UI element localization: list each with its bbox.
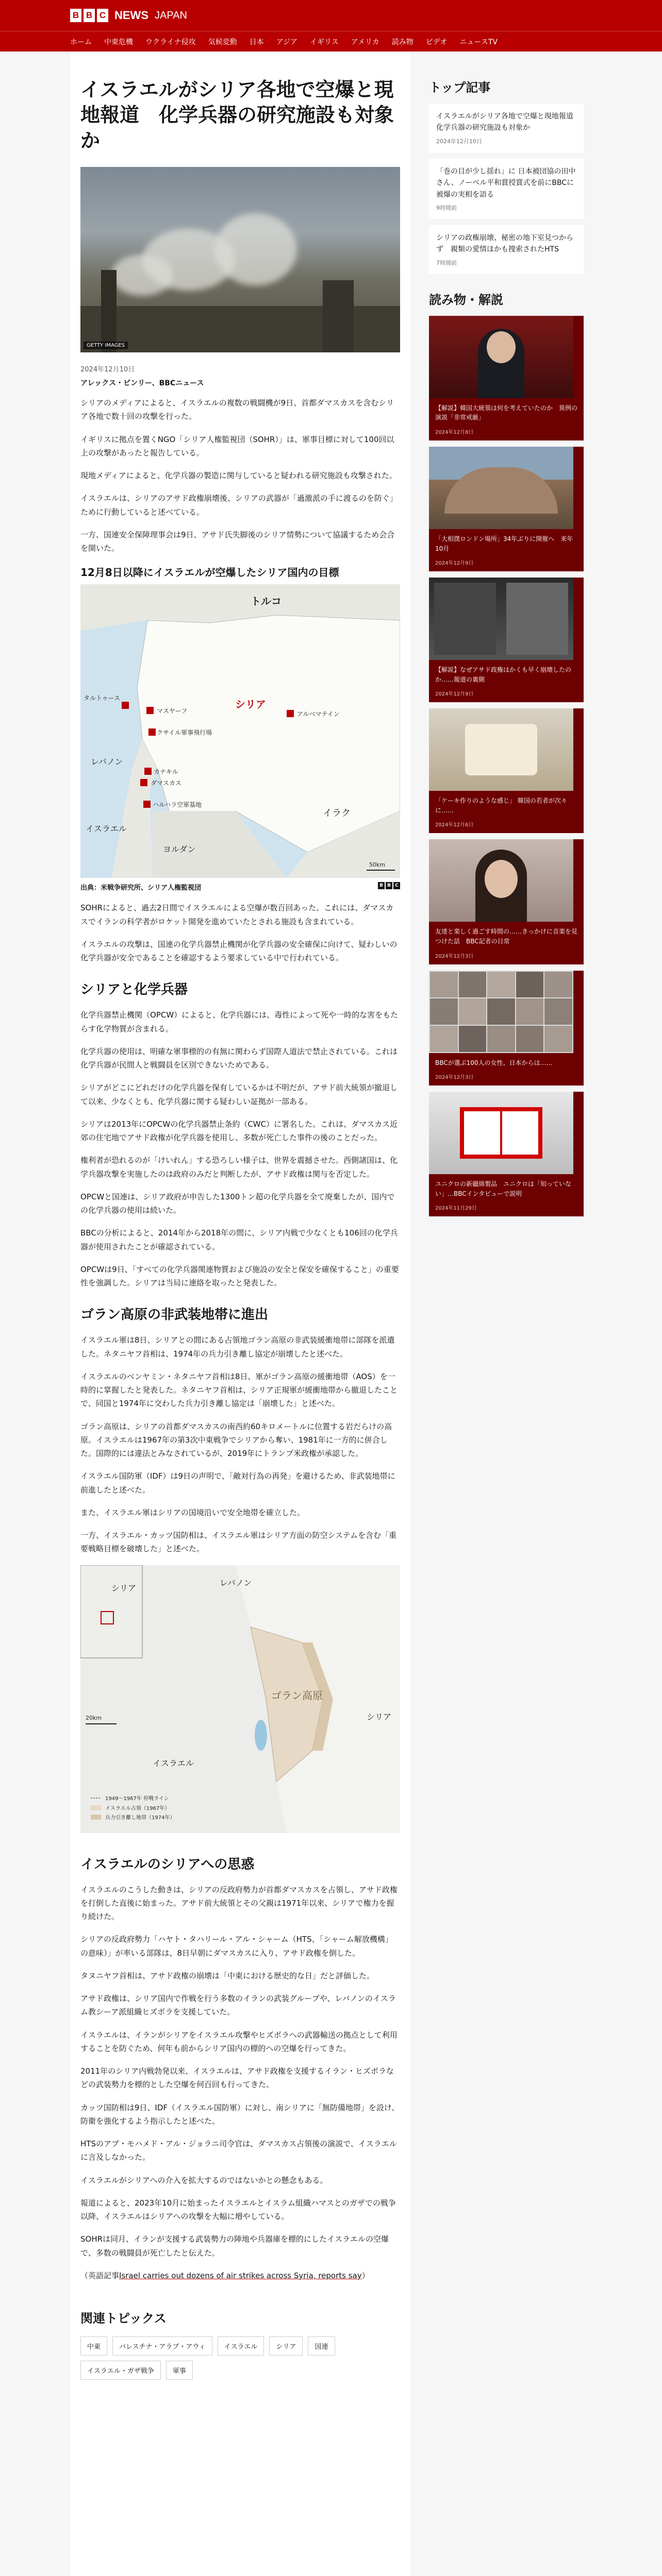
logo-japan: JAPAN bbox=[155, 9, 187, 21]
golan-map-svg bbox=[80, 1565, 400, 1833]
feature-title: 「大相撲ロンドン場所」34年ぶりに開催へ 来年10月 bbox=[435, 535, 573, 552]
top-story-card[interactable] bbox=[429, 104, 584, 152]
feature-date: 2024年12月6日 bbox=[435, 822, 474, 828]
paragraph: シリアのメディアによると、イスラエルの複数の戦闘機が9日、首都ダマスカスを含むシリア各地で数十回の攻撃を行った。 bbox=[80, 398, 394, 421]
feature-date: 2024年12月9日 bbox=[435, 561, 474, 567]
label-syria: シリア bbox=[235, 698, 266, 711]
topic-tag[interactable]: イスラエル・ガザ戦争 bbox=[80, 2361, 161, 2380]
smoke-plume bbox=[111, 255, 173, 296]
logo-letter-c: C bbox=[97, 9, 108, 22]
golan-map bbox=[80, 1565, 400, 1833]
label-qutayfa: クサイル軍事飛行場 bbox=[157, 729, 212, 737]
nav-uk[interactable]: イギリス bbox=[310, 38, 339, 46]
label-israel2: イスラエル bbox=[153, 1758, 194, 1768]
nav-home[interactable]: ホーム bbox=[70, 38, 92, 46]
target-marker bbox=[122, 702, 129, 709]
feature-date: 2024年11月29日 bbox=[435, 1206, 477, 1212]
top-story-card[interactable] bbox=[429, 225, 584, 274]
nav-video[interactable]: ビデオ bbox=[425, 38, 448, 46]
top-story-date: 7時間前 bbox=[436, 259, 457, 266]
feature-date: 2024年12月3日 bbox=[435, 953, 474, 959]
nav-middle-east[interactable]: 中東危機 bbox=[104, 38, 133, 46]
hero-image bbox=[80, 167, 400, 352]
feature-image bbox=[429, 839, 573, 922]
paragraph: イスラエルは、シリアのアサド政権崩壊後、シリアの武器が「過激派の手に渡るのを防ぐ」ために行動していると述べている。 bbox=[80, 494, 398, 517]
feature-card[interactable] bbox=[429, 708, 584, 833]
paragraph: 一方、国連安全保障理事会は9日、アサド氏失脚後のシリア情勢について協議するため会合を開いた。 bbox=[80, 530, 395, 553]
top-story-card[interactable] bbox=[429, 159, 584, 219]
top-stories-heading: トップ記事 bbox=[429, 80, 491, 95]
feature-title: BBCが選ぶ100人の女性、日本からは…… bbox=[435, 1059, 553, 1066]
top-story-date: 9時間前 bbox=[436, 204, 457, 211]
label-masyaf: マスヤーフ bbox=[157, 707, 188, 715]
paragraph: 化学兵器の使用は、明確な軍事標的の有無に関わらず国際人道法で禁止されている。これは化学兵器が民間人と戦闘員を区別できないためである。 bbox=[80, 1046, 398, 1070]
feature-date: 2024年12月8日 bbox=[435, 429, 474, 435]
logo-letter-b1: B bbox=[70, 9, 81, 22]
building bbox=[323, 280, 354, 352]
label-syria-east: シリア bbox=[367, 1711, 392, 1722]
topics-list bbox=[80, 2336, 400, 2380]
paragraph: HTSのアブ・モハメド・アル・ジョラニ司令官は、ダマスカス占領後の演説で、イスラエルに言及しなかった。 bbox=[80, 2139, 397, 2162]
scale-label: 50km bbox=[369, 861, 386, 869]
paragraph: 2011年のシリア内戦勃発以来、イスラエルは、アサド政権を支援するイラン・ヒズボラなどの武装勢力を標的とした空爆を何百回も行ってきた。 bbox=[80, 2066, 394, 2090]
label-lebanon2: レバノン bbox=[220, 1578, 252, 1588]
paragraph: 一方、イスラエル・カッツ国防相は、イスラエル軍はシリア方面の防空システムを含む「重要戦略目標を破壊した」と述べた。 bbox=[80, 1531, 397, 1554]
topic-tag[interactable]: 軍事 bbox=[166, 2361, 193, 2380]
paragraph: イスラエルの攻撃は、国連の化学兵器禁止機関が化学兵器の安全確保に向けて、疑わしいの化学兵器が安全であることを確認するよう要求している中で行われている。 bbox=[80, 939, 398, 963]
source-note-suffix: ） bbox=[361, 2270, 370, 2280]
bbc-logo[interactable] bbox=[70, 9, 187, 22]
scale-label2: 20km bbox=[86, 1714, 102, 1721]
paragraph: 現地メディアによると、化学兵器の製造に関与していると疑われる研究施設も攻撃された。 bbox=[80, 471, 397, 481]
topic-tag[interactable]: 中東 bbox=[80, 2336, 107, 2355]
sidebar bbox=[429, 52, 584, 1223]
logo-letter-b2: B bbox=[84, 9, 95, 22]
feature-card[interactable] bbox=[429, 578, 584, 702]
article bbox=[70, 52, 410, 2576]
paragraph: イスラエルのこうした動きは、シリアの反政府勢力が首都ダマスカスを占領し、アサド政権を打倒した直後に始まった。アサド前大統領とその父親は1971年以来、シリアで権力を握り続けた。 bbox=[80, 1885, 398, 1922]
paragraph: イスラエル軍は8日、シリアとの間にある占領地ゴラン高原の非武装緩衝地帯に部隊を派遣した。ネタニヤフ首相は、1974年の兵力引き離し協定が崩壊したと述べた。 bbox=[80, 1335, 395, 1359]
feature-card[interactable] bbox=[429, 316, 584, 440]
target-marker bbox=[140, 779, 147, 786]
feature-title: 「ケーキ作りのような感じ」 韓国の若者が次々に…… bbox=[435, 797, 567, 814]
topic-tag[interactable]: パレスチナ・アラブ・アウィ bbox=[112, 2336, 212, 2355]
sea-of-galilee bbox=[255, 1720, 267, 1751]
label-jordan: ヨルダン bbox=[163, 844, 196, 855]
map1-caption-row bbox=[80, 882, 400, 892]
feature-image bbox=[429, 578, 573, 660]
section-heading: シリアと化学兵器 bbox=[80, 982, 188, 998]
paragraph: イスラエルのベンヤミン・ネタニヤフ首相は8日、軍がゴラン高原の緩衝地帯（AOS）を一時的に掌握したと発表した。ネタニヤフ首相は、シリア正規軍が緩衝地帯から撤退したことで、同国と1974年に交わした兵力引き離し協定は「崩壊した」と述べた。 bbox=[80, 1371, 398, 1409]
features-heading: 読み物・解説 bbox=[429, 292, 503, 307]
feature-card[interactable] bbox=[429, 839, 584, 964]
byline: アレックス・ビンリー、BBCニュース bbox=[80, 379, 204, 388]
target-marker bbox=[143, 801, 151, 808]
map1-title: 12月8日以降にイスラエルが空爆したシリア国内の目標 bbox=[80, 566, 339, 579]
paragraph: OPCWと国連は、シリア政府が申告した1300トン超の化学兵器を全て廃棄したが、国内での化学兵器の使用は続いた。 bbox=[80, 1192, 395, 1215]
paragraph: また、イスラエル軍はシリアの国境沿いで安全地帯を確立した。 bbox=[80, 1507, 305, 1517]
section-heading: イスラエルのシリアへの思惑 bbox=[80, 1856, 255, 1872]
target-marker bbox=[146, 707, 154, 714]
top-bar bbox=[0, 0, 662, 31]
label-turkey: トルコ bbox=[251, 595, 282, 608]
feature-title: 【解説】なぜアサド政権はかくも早く崩壊したのか……報道の裏側 bbox=[435, 666, 572, 683]
nav-asia[interactable]: アジア bbox=[276, 38, 298, 46]
smoke-plume bbox=[214, 213, 297, 285]
nav-us[interactable]: アメリカ bbox=[351, 38, 379, 46]
paragraph: イスラエル国防軍（IDF）は9日の声明で、「敵対行為の再発」を避けるため、非武装地帯に前進したと述べた。 bbox=[80, 1471, 395, 1495]
feature-image bbox=[429, 1092, 573, 1174]
feature-image bbox=[429, 316, 573, 398]
image-credit: GETTY IMAGES bbox=[84, 342, 128, 349]
paragraph: シリアがどこにどれだけの化学兵器を保有しているかは不明だが、アサド前大統領が撤退して以来、少なくとも、化学兵器に関する疑わしい証拠が一部ある。 bbox=[80, 1083, 398, 1106]
feature-card[interactable] bbox=[429, 971, 584, 1086]
building bbox=[101, 270, 117, 352]
article-date: 2024年12月10日 bbox=[80, 366, 135, 374]
feature-image bbox=[429, 971, 573, 1053]
legend-swatch3 bbox=[91, 1815, 101, 1820]
topics-heading: 関連トピックス bbox=[80, 2311, 167, 2326]
legend-label2: イスラエル占領（1967年） bbox=[105, 1805, 170, 1811]
logo-news: NEWS bbox=[114, 9, 148, 22]
feature-title: 友達と楽しく過ごす時間の……きっかけに音楽を見つけた話 BBC記者の日常 bbox=[435, 928, 578, 945]
label-alhalhala: ハルハラ空軍基地 bbox=[153, 801, 202, 809]
feature-image bbox=[429, 708, 573, 791]
feature-card[interactable] bbox=[429, 1092, 584, 1216]
topic-tag[interactable]: シリア bbox=[269, 2336, 303, 2355]
label-damascus: ダマスカス bbox=[151, 779, 182, 787]
paragraph: OPCWは9日、「すべての化学兵器関連物質および施設の安全と保安を確保すること」の重要性を強調した。シリアは当局に連絡を取ったと発表した。 bbox=[80, 1264, 399, 1288]
paragraph: タヌニヤフ首相は、アサド政権の崩壊は「中東における歴史的な日」だと評価した。 bbox=[80, 1971, 375, 1980]
topic-tag[interactable]: イスラエル bbox=[218, 2336, 264, 2355]
label-syria-inset: シリア bbox=[111, 1583, 137, 1593]
page-wrapper bbox=[70, 52, 592, 2576]
nav-japan[interactable]: 日本 bbox=[249, 38, 264, 46]
syria-strike-map bbox=[80, 584, 400, 878]
label-lebanon: レバノン bbox=[91, 757, 123, 767]
feature-title: 【解説】韓国大統領は何を考えていたのか 異例の演説「非常戒厳」 bbox=[435, 404, 578, 421]
label-israel: イスラエル bbox=[86, 824, 127, 834]
main-nav bbox=[0, 31, 662, 52]
paragraph: SOHRによると、過去2日間でイスラエルによる空爆が数百回あった。これには、ダマスカスでイランの科学者がロケット開発を進めていたとされる施設も含まれている。 bbox=[80, 903, 394, 926]
paragraph: シリアは2013年にOPCWの化学兵器禁止条約（CWC）に署名した。これは、ダマスカス近郊の住宅地でアサド政権が化学兵器を使用し、多数が死亡した事件の後のことだった。 bbox=[80, 1119, 398, 1143]
nav-ukraine[interactable]: ウクライナ侵攻 bbox=[145, 38, 196, 46]
feature-image bbox=[429, 447, 573, 529]
feature-card[interactable] bbox=[429, 447, 584, 571]
paragraph: シリアの反政府勢力「ハヤト・タハリール・アル・シャーム（HTS、「シャーム解放機構」の意味）」が率いる部隊は、8日早朝にダマスカスに入り、アサド政権を倒した。 bbox=[80, 1935, 393, 1958]
legend-swatch2 bbox=[91, 1805, 101, 1810]
paragraph: イスラエルがシリアへの介入を拡大するのではないかとの懸念もある。 bbox=[80, 2175, 328, 2185]
label-kanaker: カナキル bbox=[154, 768, 178, 776]
paragraph: SOHRは同月、イランが支援する武装勢力の陣地や兵器庫を標的にしたイスラエルの空爆で、多数の戦闘員が死亡したと伝えた。 bbox=[80, 2234, 389, 2258]
label-tartus: タルトゥース bbox=[84, 694, 121, 702]
target-marker bbox=[287, 710, 294, 717]
legend-label3: 兵力引き離し地帯（1974年） bbox=[105, 1815, 175, 1821]
paragraph: 権利者が恐れるのが「けいれん」する恐ろしい様子は、世界を震撼させた。西側諸国は、化学兵器攻撃を実施したのは政府のみだと判断したが、アサド政権は関与を否定した。 bbox=[80, 1156, 398, 1179]
source-article-link[interactable]: Israel carries out dozens of air strikes across Syria, reports say bbox=[119, 2270, 362, 2280]
feature-date: 2024年12月9日 bbox=[435, 691, 474, 698]
top-story-date: 2024年12月10日 bbox=[436, 138, 482, 145]
paragraph: ゴラン高原は、シリアの首都ダマスカスの南西約60キロメートルに位置する岩だらけの高原。イスラエルは1967年の第3次中東戦争でシリアから奪い、1981年に一方的に併合した。国際的には違法とみなされているが、2019年にトランプ米政権が承認した。 bbox=[80, 1421, 392, 1459]
section-heading: ゴラン高原の非武装地帯に進出 bbox=[80, 1307, 269, 1323]
bbc-mini-logo: B B C bbox=[378, 882, 400, 892]
nav-features[interactable]: 読み物 bbox=[391, 38, 413, 46]
map1-source: 出典：米戦争研究所、シリア人権監視団 bbox=[80, 884, 202, 892]
top-story-title: シリアの政権崩壊、秘密の地下室見つからず 親類の愛情ほかも捜索されたHTS bbox=[436, 233, 573, 254]
feature-title: ユニクロの新疆綿製品 ユニクロは「知っていない」…BBCインタビューで説明 bbox=[435, 1180, 572, 1197]
label-golan: ゴラン高原 bbox=[271, 1689, 323, 1702]
paragraph: イギリスに拠点を置くNGO「シリア人権監視団（SOHR）」は、軍事目標に対して100回以上の攻撃があったと報告している。 bbox=[80, 434, 394, 457]
paragraph: 化学兵器禁止機関（OPCW）によると、化学兵器には、毒性によって死や一時的な害をもたらす化学物質が含まれる。 bbox=[80, 1010, 399, 1033]
label-iraq: イラク bbox=[323, 808, 351, 819]
target-marker bbox=[148, 728, 156, 736]
top-story-title: 「巻の目が少し揺れ」に 日本被団協の田中さん、ノーベル平和賞授賞式を前にBBCに被爆の実相を語る bbox=[436, 167, 576, 199]
nav-climate[interactable]: 気候変動 bbox=[208, 38, 237, 46]
source-note-prefix: （英語記事 bbox=[80, 2270, 120, 2280]
label-albukamal: アルベマテイン bbox=[297, 710, 340, 718]
paragraph: 報道によると、2023年10月に始まったイスラエルとイスラム組織ハマスとのガザでの戦争以降、イスラエルはシリアへの攻撃を大幅に増やしている。 bbox=[80, 2198, 396, 2222]
topic-tag[interactable]: 国連 bbox=[308, 2336, 335, 2355]
nav-newstv[interactable]: ニュースTV bbox=[459, 38, 498, 46]
target-marker bbox=[144, 768, 152, 775]
feature-date: 2024年12月3日 bbox=[435, 1075, 474, 1081]
legend-label1: 1949～1967年 停戦ライン bbox=[105, 1795, 169, 1802]
top-story-title: イスラエルがシリア各地で空爆と現地報道 化学兵器の研究施設も対象か bbox=[436, 112, 581, 132]
paragraph: BBCの分析によると、2014年から2018年の間に、シリア内戦で少なくとも106回の化学兵器が使用されたことが確認されている。 bbox=[80, 1228, 398, 1251]
paragraph: カッツ国防相は9日、IDF（イスラエル国防軍）に対し、南シリアに「無防備地帯」を設け、防衛を強化するよう指示したと述べた。 bbox=[80, 2103, 400, 2126]
source-note bbox=[80, 2269, 400, 2282]
paragraph: アサド政権は、シリア国内で作戦を行う多数のイランの武装グループや、レバノンのイスラム教シーア派組織ヒズボラを支援していた。 bbox=[80, 1994, 396, 2017]
article-title: イスラエルがシリア各地で空爆と現地報道 化学兵器の研究施設も対象か bbox=[80, 78, 394, 152]
paragraph: イスラエルは、イランがシリアをイスラエル攻撃やヒズボラへの武器輸送の拠点として利用することを防ぐため、何年も前からシリア国内の標的への空爆を行ってきた。 bbox=[80, 2030, 398, 2053]
syria-map-svg bbox=[80, 584, 400, 878]
